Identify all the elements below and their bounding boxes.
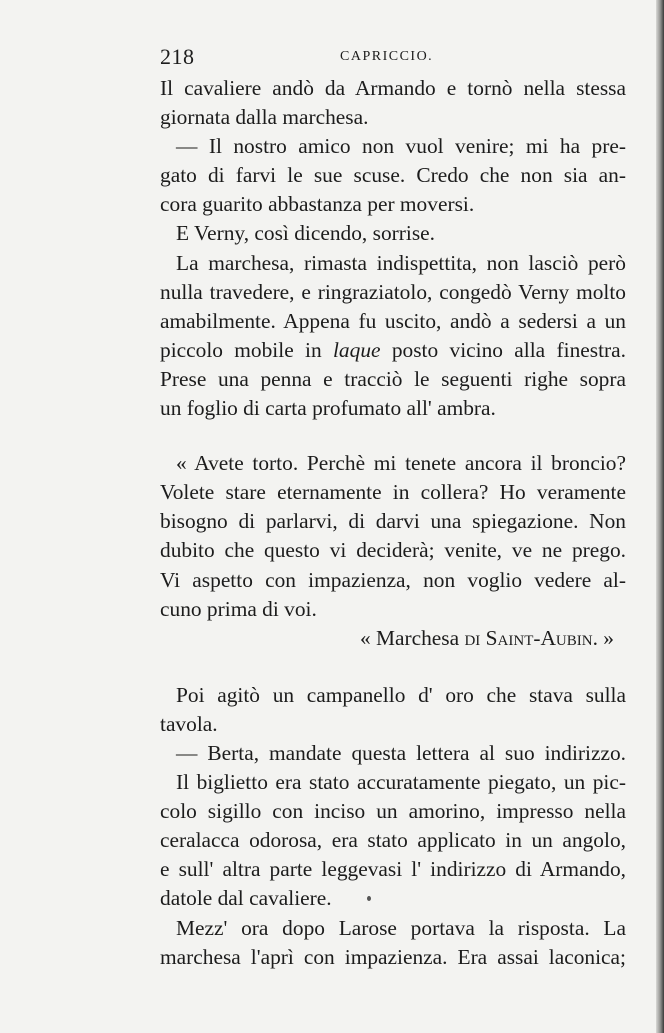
text-line: — Berta, mandate questa lettera al suo indirizzo. — [176, 740, 626, 765]
text-span: piccolo mobile in — [160, 337, 333, 362]
text-line: Poi agitò un campanello d' oro che stava sulla — [176, 682, 626, 707]
text-line: cora guarito abbastanza per moversi. — [160, 192, 475, 217]
text-span: « Marchesa — [359, 625, 465, 650]
text-line: colo sigillo con inciso un amorino, impresso nella — [160, 799, 626, 824]
letter-signature — [160, 624, 626, 653]
page-edge-shadow — [656, 0, 664, 1033]
italic-word: laque — [332, 337, 381, 362]
paragraph-gap — [160, 423, 626, 449]
text-line: giornata dalla marchesa. — [160, 105, 369, 130]
text-line: Il cavaliere andò da Armando e tornò nella stessa — [160, 76, 626, 100]
signature-name: di Saint-Aubin — [464, 625, 593, 650]
text-line: ceralacca odorosa, era stato applicato in un angolo, — [160, 828, 626, 853]
text-line: amabilmente. Appena fu uscito, andò a sedersi a un — [160, 308, 626, 333]
text-line: e sull' altra parte leggevasi l' indirizzo di Armando, — [160, 857, 626, 882]
text-line: La marchesa, rimasta indispettita, non lasciò però — [176, 250, 626, 275]
text-line: tavola. — [160, 711, 218, 736]
letter-line: dubito che questo vi deciderà; venite, ve ne prego. — [160, 538, 626, 563]
text-line: E Verny, così dicendo, sorrise. — [176, 221, 436, 246]
paragraph-gap — [160, 653, 626, 681]
text-line — [160, 336, 626, 365]
text-line: Il biglietto era stato accuratamente piegato, un pic- — [176, 770, 626, 795]
running-title: CAPRICCIO. — [340, 49, 434, 64]
text-line: un foglio di carta profumato all' ambra. — [160, 396, 496, 421]
letter-line: cuno prima di voi. — [160, 596, 317, 621]
ink-speck — [367, 896, 371, 901]
page-number: 218 — [160, 44, 195, 69]
letter-line: bisogno di parlarvi, di darvi una spiegazione. Non — [160, 509, 626, 534]
text-line: — Il nostro amico non vuol venire; mi ha pre- — [176, 134, 626, 159]
text-line: Mezz' ora dopo Larose portava la risposta. La — [176, 915, 626, 940]
text-line: datole dal cavaliere. — [160, 886, 332, 911]
text-line: nulla travedere, e ringraziatolo, congedò Verny molto — [160, 279, 626, 304]
letter-line: « Avete torto. Perchè mi tenete ancora il broncio? — [176, 451, 626, 476]
page-header — [160, 44, 626, 74]
text-span: . » — [592, 625, 614, 650]
text-line: Prese una penna e tracciò le seguenti righe sopra — [160, 366, 626, 391]
letter-line: Vi aspetto con impazienza, non voglio vedere al- — [160, 567, 626, 592]
text-line: gato di farvi le sue scuse. Credo che non sia an- — [160, 163, 626, 188]
letter-line: Volete stare eternamente in collera? Ho veramente — [160, 480, 626, 505]
text-line: marchesa l'aprì con impazienza. Era assai laconica; — [160, 944, 626, 969]
body-text — [160, 74, 626, 972]
text-span: posto vicino alla finestra. — [380, 337, 626, 362]
